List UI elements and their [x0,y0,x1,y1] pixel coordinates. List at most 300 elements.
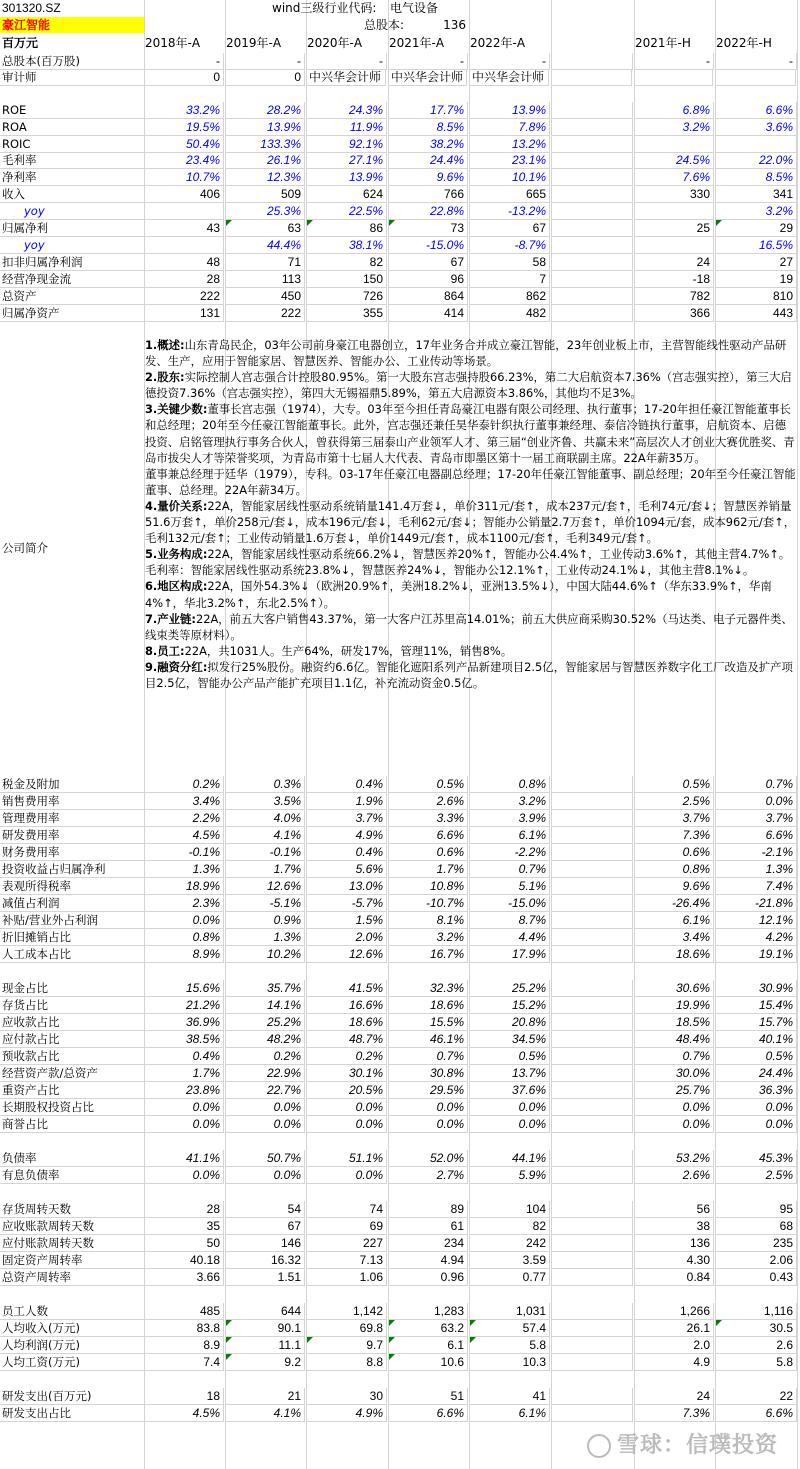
table-cell: 69.8 [307,1320,387,1337]
row-label: 人均工资(万元) [0,1354,145,1371]
table-cell: 0.4% [307,844,387,861]
table-cell: 74 [307,1201,387,1218]
table-cell: -5.1% [226,895,305,912]
table-cell: 450 [226,288,305,305]
table-cell: 0.7% [470,861,550,878]
table-cell: 48.7% [307,1031,387,1048]
table-cell: 6.6% [389,827,468,844]
table-cell [552,1354,633,1371]
table-cell: -21.8% [716,895,797,912]
table-cell: 19.9% [635,997,714,1014]
table-cell [552,1218,633,1235]
row-label: 应收款占比 [0,1014,145,1031]
table-cell: 12.1% [716,912,797,929]
intro-paragraph [145,401,797,465]
intro-text: 22A，前五大客户销售43.37%，第一大客户江苏里高14.01%；前五大供应商采购30.52%（马达类、电子元器件类、线束类等原材料）。 [145,611,793,642]
company-intro [145,337,797,691]
table-cell: 2.5% [635,793,714,810]
table-cell: 7.3% [635,1405,714,1422]
table-cell: 0.0% [307,1099,387,1116]
table-cell: 28.2% [226,102,305,119]
table-cell [552,1116,633,1133]
table-cell: 406 [145,186,224,203]
table-cell: 2.06 [716,1252,797,1269]
table-cell: 4.30 [635,1252,714,1269]
table-cell: 235 [716,1235,797,1252]
table-cell: 24 [635,254,714,271]
table-cell: 4.2% [716,929,797,946]
comment-marker-icon [716,1320,722,1326]
table-cell: 2.0 [635,1337,714,1354]
table-cell: 51 [389,1388,468,1405]
intro-paragraph [145,466,797,498]
table-cell [552,237,633,254]
table-cell: 1,283 [389,1303,468,1320]
table-row [0,1303,800,1320]
table-cell: 7.13 [307,1252,387,1269]
table-cell: 242 [470,1235,550,1252]
table-cell: 222 [145,288,224,305]
table-cell [552,119,633,136]
table-cell: 40.1% [716,1031,797,1048]
table-cell: 41 [470,1388,550,1405]
industry-value: 电气设备 [390,1,439,15]
table-cell: 18.5% [635,1014,714,1031]
intro-text: 22A，国外54.3%↓（欧洲20.9%↑，美洲18.2%↓，亚洲13.5%↓），中国大陆44.6%↑（华东33.9%↑，华南4%↑，华北3.2%↑，东北2.5%↑）。 [145,579,772,610]
table-row [0,861,800,878]
grid-line [634,0,635,1469]
table-cell [552,844,633,861]
table-row [0,997,800,1014]
table-cell: 18.6% [635,946,714,963]
row-label: 员工人数 [0,1303,145,1320]
table-cell: 58 [470,254,550,271]
table-cell: 4.9% [307,827,387,844]
table-cell: 25.2% [226,1014,305,1031]
table-cell [552,1167,633,1184]
table-cell [552,776,633,793]
row-label: 有息负债率 [0,1167,145,1184]
table-row [0,946,800,963]
row-label: 负债率 [0,1150,145,1167]
intro-paragraph [145,578,797,610]
table-cell: 5.1% [470,878,550,895]
table-cell: 3.59 [470,1252,550,1269]
table-cell: 14.1% [226,997,305,1014]
table-cell: 34.5% [470,1031,550,1048]
table-cell: 19.5% [145,119,224,136]
table-cell: 22.0% [716,152,797,169]
row-label: 归属净利 [0,220,145,237]
table-cell: 10.3 [470,1354,550,1371]
table-row [0,1116,800,1133]
table-cell: 24 [635,1388,714,1405]
table-cell: 68 [716,1218,797,1235]
intro-text: 董事长宫志强（1974），大专。03年至今担任青岛豪江电器有限公司经理、执行董事；17-20年担任豪江智能董事长和总经理；20年至今任豪江智能董事长。此外，宫志强还兼任昊华泰针织执行董事兼经理、泰信冷链执行董事，启航资本、启德投资、启铭管理执行事务合伙人，曾获得第三届泰山产业领军人才、第三届“创业齐鲁、共赢未来”高层次人才创业大赛优胜奖、青岛市拔尖人才等荣誉奖项，为青岛市第十七届人大代表、青岛市即墨区第十一届工商联副主席。22A年薪35万。 [145,402,795,465]
table-cell [552,152,633,169]
table-cell: 7.6% [635,169,714,186]
table-cell: 8.5% [716,169,797,186]
table-cell: 0.0% [307,1116,387,1133]
table-cell [552,1303,633,1320]
table-cell: 17.9% [470,946,550,963]
table-cell: 6.1 [389,1337,468,1354]
table-cell: 113 [226,271,305,288]
table-row [0,53,800,70]
table-cell: -26.4% [635,895,714,912]
intro-heading: 4.量价关系: [145,498,208,513]
grid-line [225,0,226,1469]
table-cell: 1.51 [226,1269,305,1286]
table-cell: 1.7% [389,861,468,878]
table-row [0,1082,800,1099]
table-cell: 766 [389,186,468,203]
table-cell: 0.7% [716,776,797,793]
table-cell: 18.6% [389,997,468,1014]
table-cell: 11.9% [307,119,387,136]
table-cell: 4.5% [145,1405,224,1422]
table-cell: - [716,53,797,70]
table-cell: 3.66 [145,1269,224,1286]
table-cell: 1.7% [145,1065,224,1082]
table-cell: 0.84 [635,1269,714,1286]
table-cell: 644 [226,1303,305,1320]
row-label: ROIC [0,136,145,153]
row-label: 扣非归属净利润 [0,254,145,271]
table-cell: 0.0% [635,1099,714,1116]
table-cell: 8.9 [145,1337,224,1354]
table-cell: 4.1% [226,1405,305,1422]
table-cell [716,136,797,153]
table-cell: 50.7% [226,1150,305,1167]
table-cell: 6.6% [716,1405,797,1422]
table-cell: 0.0% [145,912,224,929]
table-cell: - [470,53,550,70]
table-cell: 67 [389,254,468,271]
table-row [0,1048,800,1065]
table-cell: 8.8 [307,1354,387,1371]
table-cell: 0.0% [716,793,797,810]
table-cell: 35.7% [226,980,305,997]
table-cell: 485 [145,1303,224,1320]
table-row [0,1337,800,1354]
table-cell: 782 [635,288,714,305]
table-cell: 8.5% [389,119,468,136]
table-cell: 12.6% [226,878,305,895]
table-cell: 624 [307,186,387,203]
table-cell [552,1388,633,1405]
table-cell: 8.1% [389,912,468,929]
table-cell: 21 [226,1388,305,1405]
comment-marker-icon [470,1320,476,1326]
table-cell: 0 [145,69,224,86]
table-cell: 25 [635,220,714,237]
table-row [0,288,800,305]
row-label: 现金占比 [0,980,145,997]
table-cell: 9.7 [307,1337,387,1354]
table-cell: 1,031 [470,1303,550,1320]
table-cell: 2.0% [307,929,387,946]
table-cell: 53.2% [635,1150,714,1167]
row-label: 存货周转天数 [0,1201,145,1218]
table-row [0,169,800,186]
table-cell: 36.9% [145,1014,224,1031]
table-cell: 4.9% [307,1405,387,1422]
table-cell: 0.0% [145,1099,224,1116]
table-row [0,152,800,169]
table-cell: 23.4% [145,152,224,169]
table-cell: 56 [635,1201,714,1218]
table-cell: 28 [145,1201,224,1218]
intro-paragraph [145,337,797,369]
table-cell: 67 [226,1218,305,1235]
table-cell: 0.8% [470,776,550,793]
table-cell: 25.7% [635,1082,714,1099]
table-cell: 95 [716,1201,797,1218]
row-label: 税金及附加 [0,776,145,793]
table-cell [552,1269,633,1286]
table-cell: 0.6% [635,844,714,861]
table-cell: 0.5% [716,1048,797,1065]
table-cell: 中兴华会计师 [307,69,386,86]
table-cell [552,878,633,895]
table-cell: 131 [145,305,224,322]
table-cell: 36.3% [716,1082,797,1099]
row-label: 研发支出占比 [0,1405,145,1422]
table-row [0,1252,800,1269]
table-cell: -10.7% [389,895,468,912]
table-cell: 10.6 [389,1354,468,1371]
table-cell: 48.4% [635,1031,714,1048]
table-cell: 86 [307,220,387,237]
table-cell [552,1065,633,1082]
table-cell: 726 [307,288,387,305]
table-cell: 30.6% [635,980,714,997]
table-row [0,1218,800,1235]
grid-line [388,0,389,1469]
table-cell: -15.0% [470,895,550,912]
table-cell: 82 [470,1218,550,1235]
row-label: 研发费用率 [0,827,145,844]
table-cell: 92.1% [307,136,387,153]
table-cell: 9.6% [635,878,714,895]
table-cell [552,203,633,220]
column-header: 2021年-H [635,36,691,50]
comment-marker-icon [470,1337,476,1343]
table-cell: - [145,53,224,70]
table-cell [552,1082,633,1099]
table-cell: 18.9% [145,878,224,895]
table-row [0,102,800,119]
table-cell: 11.1 [226,1337,305,1354]
table-cell: 7 [470,271,550,288]
table-cell: 22.8% [389,203,468,220]
table-cell: 414 [389,305,468,322]
table-cell [552,1337,633,1354]
table-cell: 1.3% [145,861,224,878]
table-cell: 45.3% [716,1150,797,1167]
grid-line [144,0,145,1469]
row-label: 应付账款周转天数 [0,1235,145,1252]
table-cell: 5.6% [307,861,387,878]
table-cell: 6.1% [470,827,550,844]
table-cell: - [635,53,714,70]
table-cell: 7.4 [145,1354,224,1371]
table-cell: 4.9 [635,1354,714,1371]
table-cell: 13.9% [307,169,387,186]
table-cell [552,827,633,844]
table-cell: 中兴华会计师 [470,69,549,86]
table-cell: 2.7% [389,1167,468,1184]
table-cell: 22.9% [226,1065,305,1082]
table-cell: 13.7% [470,1065,550,1082]
table-cell: 0.2% [307,1048,387,1065]
comment-marker-icon [226,1337,232,1343]
table-cell [552,980,633,997]
row-label: 毛利率 [0,152,145,169]
table-row [0,827,800,844]
table-cell [552,946,633,963]
table-cell: 9.6% [389,169,468,186]
table-cell: 15.4% [716,997,797,1014]
column-header: 2022年-H [716,36,772,50]
table-cell: 89 [389,1201,468,1218]
table-cell: 22.7% [226,1082,305,1099]
table-cell: 71 [226,254,305,271]
table-cell: 29 [716,220,797,237]
table-cell: 33.2% [145,102,224,119]
table-cell: 26.1 [635,1320,714,1337]
table-cell: 50.4% [145,136,224,153]
row-label: 总股本(百万股) [0,53,145,70]
grid-line [469,0,470,1469]
table-cell: 50 [145,1235,224,1252]
table-cell: 0.43 [716,1269,797,1286]
table-cell: 8.7% [470,912,550,929]
table-cell: 864 [389,288,468,305]
table-cell: -8.7% [470,237,550,254]
table-cell: 13.2% [470,136,550,153]
table-cell: 1.7% [226,861,305,878]
table-cell [552,1405,633,1422]
table-cell: 0.4% [145,1048,224,1065]
column-header [552,35,632,51]
table-row [0,69,800,86]
table-cell: 862 [470,288,550,305]
table-cell: -2.2% [470,844,550,861]
table-cell: 30.5 [716,1320,797,1337]
table-cell: 21.2% [145,997,224,1014]
row-label: 减值占利润 [0,895,145,912]
table-cell: 1.9% [307,793,387,810]
table-row [0,119,800,136]
table-cell: 44.1% [470,1150,550,1167]
table-cell: 25.2% [470,980,550,997]
table-cell [635,136,714,153]
table-row [0,980,800,997]
industry-label: wind三级行业代码: [272,1,377,15]
row-label: 销售费用率 [0,793,145,810]
table-cell [552,912,633,929]
intro-heading: 3.关键少数: [145,402,208,417]
table-row [0,1354,800,1371]
table-cell [145,237,224,254]
xueqiu-logo-icon [587,1434,611,1458]
table-cell: 2.6% [635,1167,714,1184]
table-cell: 69 [307,1218,387,1235]
table-cell: 1.06 [307,1269,387,1286]
comment-marker-icon [226,220,232,226]
table-cell: 48 [145,254,224,271]
watermark: 雪球：信璞投资 [587,1428,778,1459]
table-cell: 0.0% [716,1099,797,1116]
table-cell: 0.0% [226,1099,305,1116]
table-cell: 24.5% [635,152,714,169]
table-cell: 0.0% [716,1116,797,1133]
table-cell: 24.4% [716,1065,797,1082]
table-cell: 61 [389,1218,468,1235]
comment-marker-icon [226,1354,232,1360]
table-cell: 23.8% [145,1082,224,1099]
table-cell: 19 [716,271,797,288]
table-cell: 30 [307,1388,387,1405]
table-cell: 136 [635,1235,714,1252]
intro-heading: 1.概述: [145,338,185,352]
table-cell: 38.2% [389,136,468,153]
table-cell [635,69,713,86]
table-cell: 30.9% [716,980,797,997]
table-cell: 0.0% [145,1167,224,1184]
table-cell: 27 [716,254,797,271]
table-cell: 6.6% [716,102,797,119]
table-cell: 0.96 [389,1269,468,1286]
table-row [0,1320,800,1337]
row-label: ROA [0,119,145,136]
table-row [0,203,800,220]
table-cell: 16.32 [226,1252,305,1269]
table-cell: 8.9% [145,946,224,963]
table-cell: 29.5% [389,1082,468,1099]
row-label: 总资产 [0,288,145,305]
table-cell: 30.0% [635,1065,714,1082]
table-cell: 57.4 [470,1320,550,1337]
table-cell [552,997,633,1014]
table-cell: 中兴华会计师 [389,69,467,86]
table-cell: 0.5% [389,776,468,793]
table-cell: 28 [145,271,224,288]
table-cell: 1.3% [716,861,797,878]
table-cell: 4.5% [145,827,224,844]
table-cell: 15.5% [389,1014,468,1031]
row-label: 收入 [0,186,145,203]
table-cell: 18 [145,1388,224,1405]
table-cell: 0.8% [145,929,224,946]
table-cell: 25.3% [226,203,305,220]
table-row [0,237,800,254]
table-cell: 146 [226,1235,305,1252]
table-cell [635,237,714,254]
table-cell: 6.1% [470,1405,550,1422]
table-cell: 355 [307,305,387,322]
grid-line [797,0,798,1469]
intro-text: 22A，智能家居线性驱动系统66.2%↓，智慧医养20%↑，智能办公4.4%↑，工业传动3.6%↑，其他主营4.7%↑。毛利率：智能家居线性驱动系统23.8%↓，智慧医养24%↓，智能办公12.1%↑，工业传动24.1%↓，其他主营8.1%↓。 [145,547,791,578]
table-cell: 330 [635,186,714,203]
row-label: 研发支出(百万元) [0,1388,145,1405]
table-row [0,1099,800,1116]
table-cell: 6.8% [635,102,714,119]
table-cell: 27.1% [307,152,387,169]
table-cell: 17.7% [389,102,468,119]
